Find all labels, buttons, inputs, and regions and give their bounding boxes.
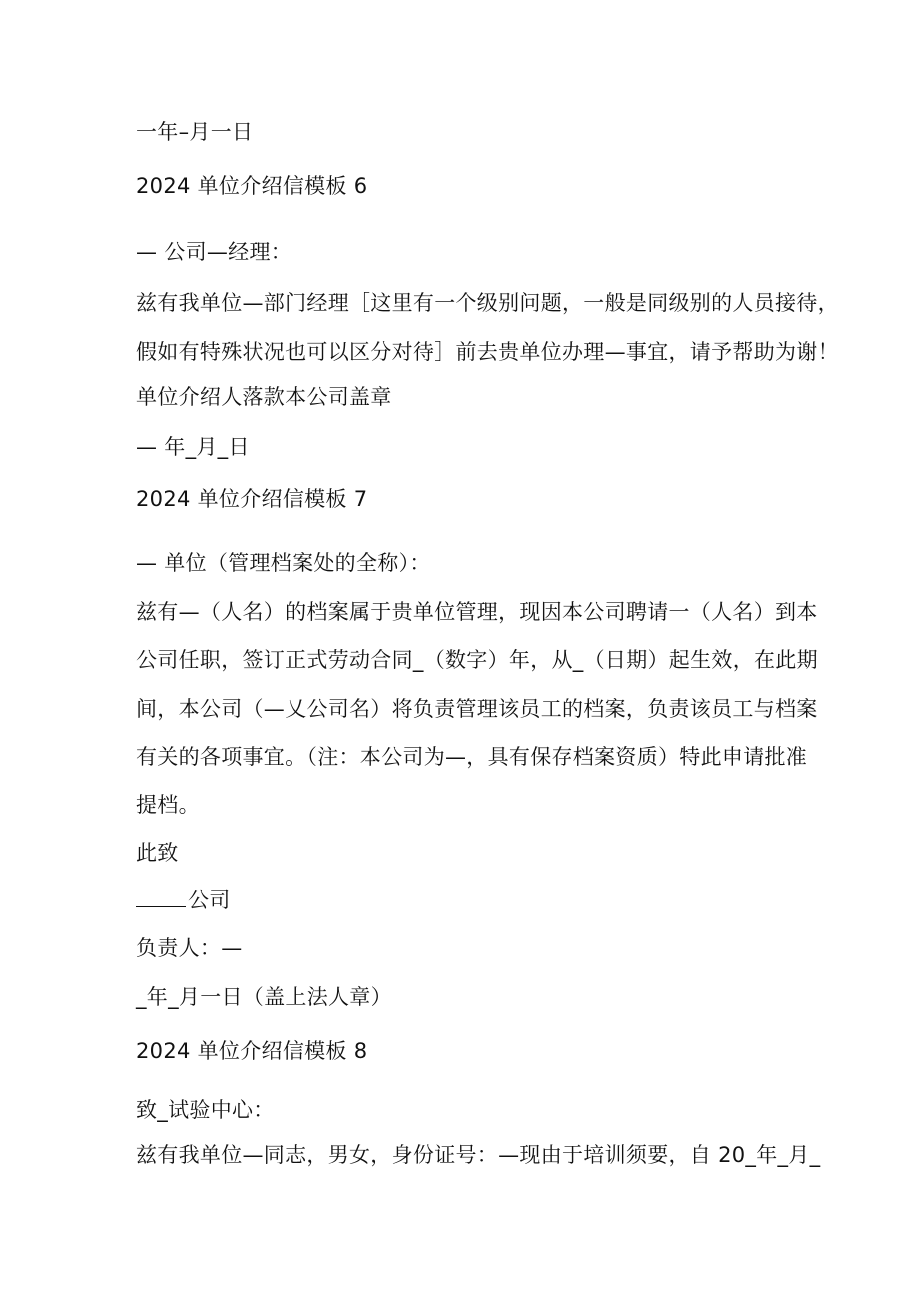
template-6-heading: 2024 单位介绍信模板 6 (136, 174, 368, 198)
blank-underline (136, 886, 186, 907)
salutation-line: — 公司—经理： (136, 240, 293, 264)
responsible-person-line: 负责人：— (136, 936, 243, 960)
salutation-line: — 单位（管理档案处的全称）： (136, 551, 431, 575)
closing-line: 此致 (136, 841, 179, 865)
body-line: 有关的各项事宜。（注：本公司为—，具有保存档案资质）特此申请批准 (136, 745, 808, 769)
date-seal-line: _年_月一日（盖上法人章） (136, 985, 392, 1009)
body-line: 兹有我单位—同志，男女，身份证号：—现由于培训须要，自 20_年_月_ (136, 1143, 821, 1167)
body-line: 兹有我单位—部门经理［这里有一个级别问题，一般是同级别的人员接待， (136, 291, 839, 315)
date-line: 一年–月一日 (136, 120, 254, 144)
template-7-heading: 2024 单位介绍信模板 7 (136, 487, 368, 511)
company-line (136, 886, 231, 914)
template-8-heading: 2024 单位介绍信模板 8 (136, 1039, 368, 1063)
body-line: 提档。 (136, 793, 200, 817)
company-label: 公司 (188, 888, 231, 912)
body-line: 公司任职，签订正式劳动合同_（数字）年，从_（日期）起生效，在此期 (136, 648, 818, 672)
body-line: 兹有—（人名）的档案属于贵单位管理，现因本公司聘请一（人名）到本 (136, 600, 818, 624)
date-line: — 年_月_日 (136, 435, 250, 459)
signature-line: 单位介绍人落款本公司盖章 (136, 385, 392, 409)
body-line: 间，本公司（—乂公司名）将负责管理该员工的档案，负责该员工与档案 (136, 697, 818, 721)
body-line: 假如有特殊状况也可以区分对待］前去贵单位办理—事宜，请予帮助为谢！ (136, 340, 839, 364)
recipient-line: 致_试验中心： (136, 1098, 275, 1122)
